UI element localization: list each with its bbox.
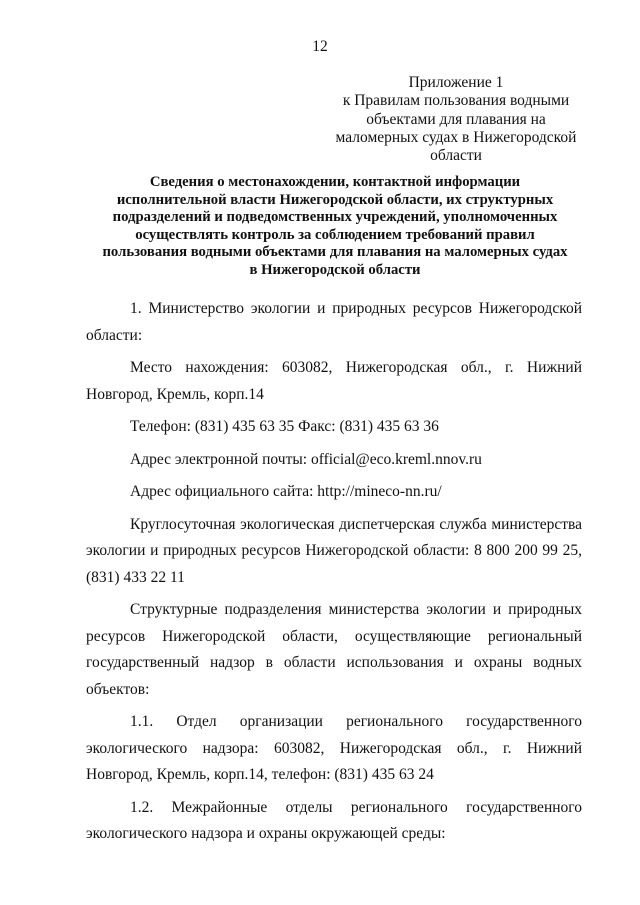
document-body xyxy=(86,296,582,848)
title-line: подразделений и подведомственных учреждений, уполномоченных xyxy=(112,209,558,226)
title-line: исполнительной власти Нижегородской области, их структурных xyxy=(116,191,554,208)
ministry-phone: Телефон: (831) 435 63 35 Факс: (831) 435 63 36 xyxy=(130,418,439,435)
appendix-line: Приложение 1 xyxy=(408,74,504,91)
title-line: Сведения о местонахождении, контактной информации xyxy=(149,174,521,190)
title-line: в Нижегородской области xyxy=(249,261,421,278)
title-line: пользования водными объектами для плавания на маломерных судах xyxy=(102,244,568,261)
title-line: осуществлять контроль за соблюдением требований правил xyxy=(135,226,535,243)
section-ministry-heading: 1. Министерство экологии и природных ресурсов Нижегородской области: xyxy=(86,300,582,344)
item-1-2: 1.2. Межрайонные отделы регионального государственного экологического надзора и охраны окружающей среды: xyxy=(86,798,582,842)
appendix-line: области xyxy=(430,147,482,165)
appendix-header xyxy=(329,74,583,165)
appendix-line: к Правилам пользования водными xyxy=(342,92,570,110)
ministry-website: Адрес официального сайта: http://mineco-nn.ru/ xyxy=(130,483,442,500)
dispatch-service: Круглосуточная экологическая диспетчерская служба министерства экологии и природных ресурсов Нижегородской области: 8 800 200 99 25, (831) 433 22 11 xyxy=(86,515,582,586)
ministry-location: Место нахождения: 603082, Нижегородская обл., г. Нижний Новгород, Кремль, корп.14 xyxy=(86,359,582,403)
appendix-line: маломерных судах в Нижегородской xyxy=(335,128,577,146)
structural-divisions: Структурные подразделения министерства экологии и природных ресурсов Нижегородской области, осуществляющие региональный государственный надзор в области использования и охраны водных объектов: xyxy=(86,601,582,698)
ministry-email: Адрес электронной почты: official@eco.kreml.nnov.ru xyxy=(130,450,482,468)
page-number: 12 xyxy=(312,38,328,55)
item-1-1: 1.1. Отдел организации регионального государственного экологического надзора: 603082, Нижегородская обл., г. Нижний Новгород, Кремль, корп.14, телефон: (831) 435 63 24 xyxy=(86,713,582,783)
appendix-line: объектами для плавания на xyxy=(366,110,546,128)
document-title xyxy=(86,174,584,280)
